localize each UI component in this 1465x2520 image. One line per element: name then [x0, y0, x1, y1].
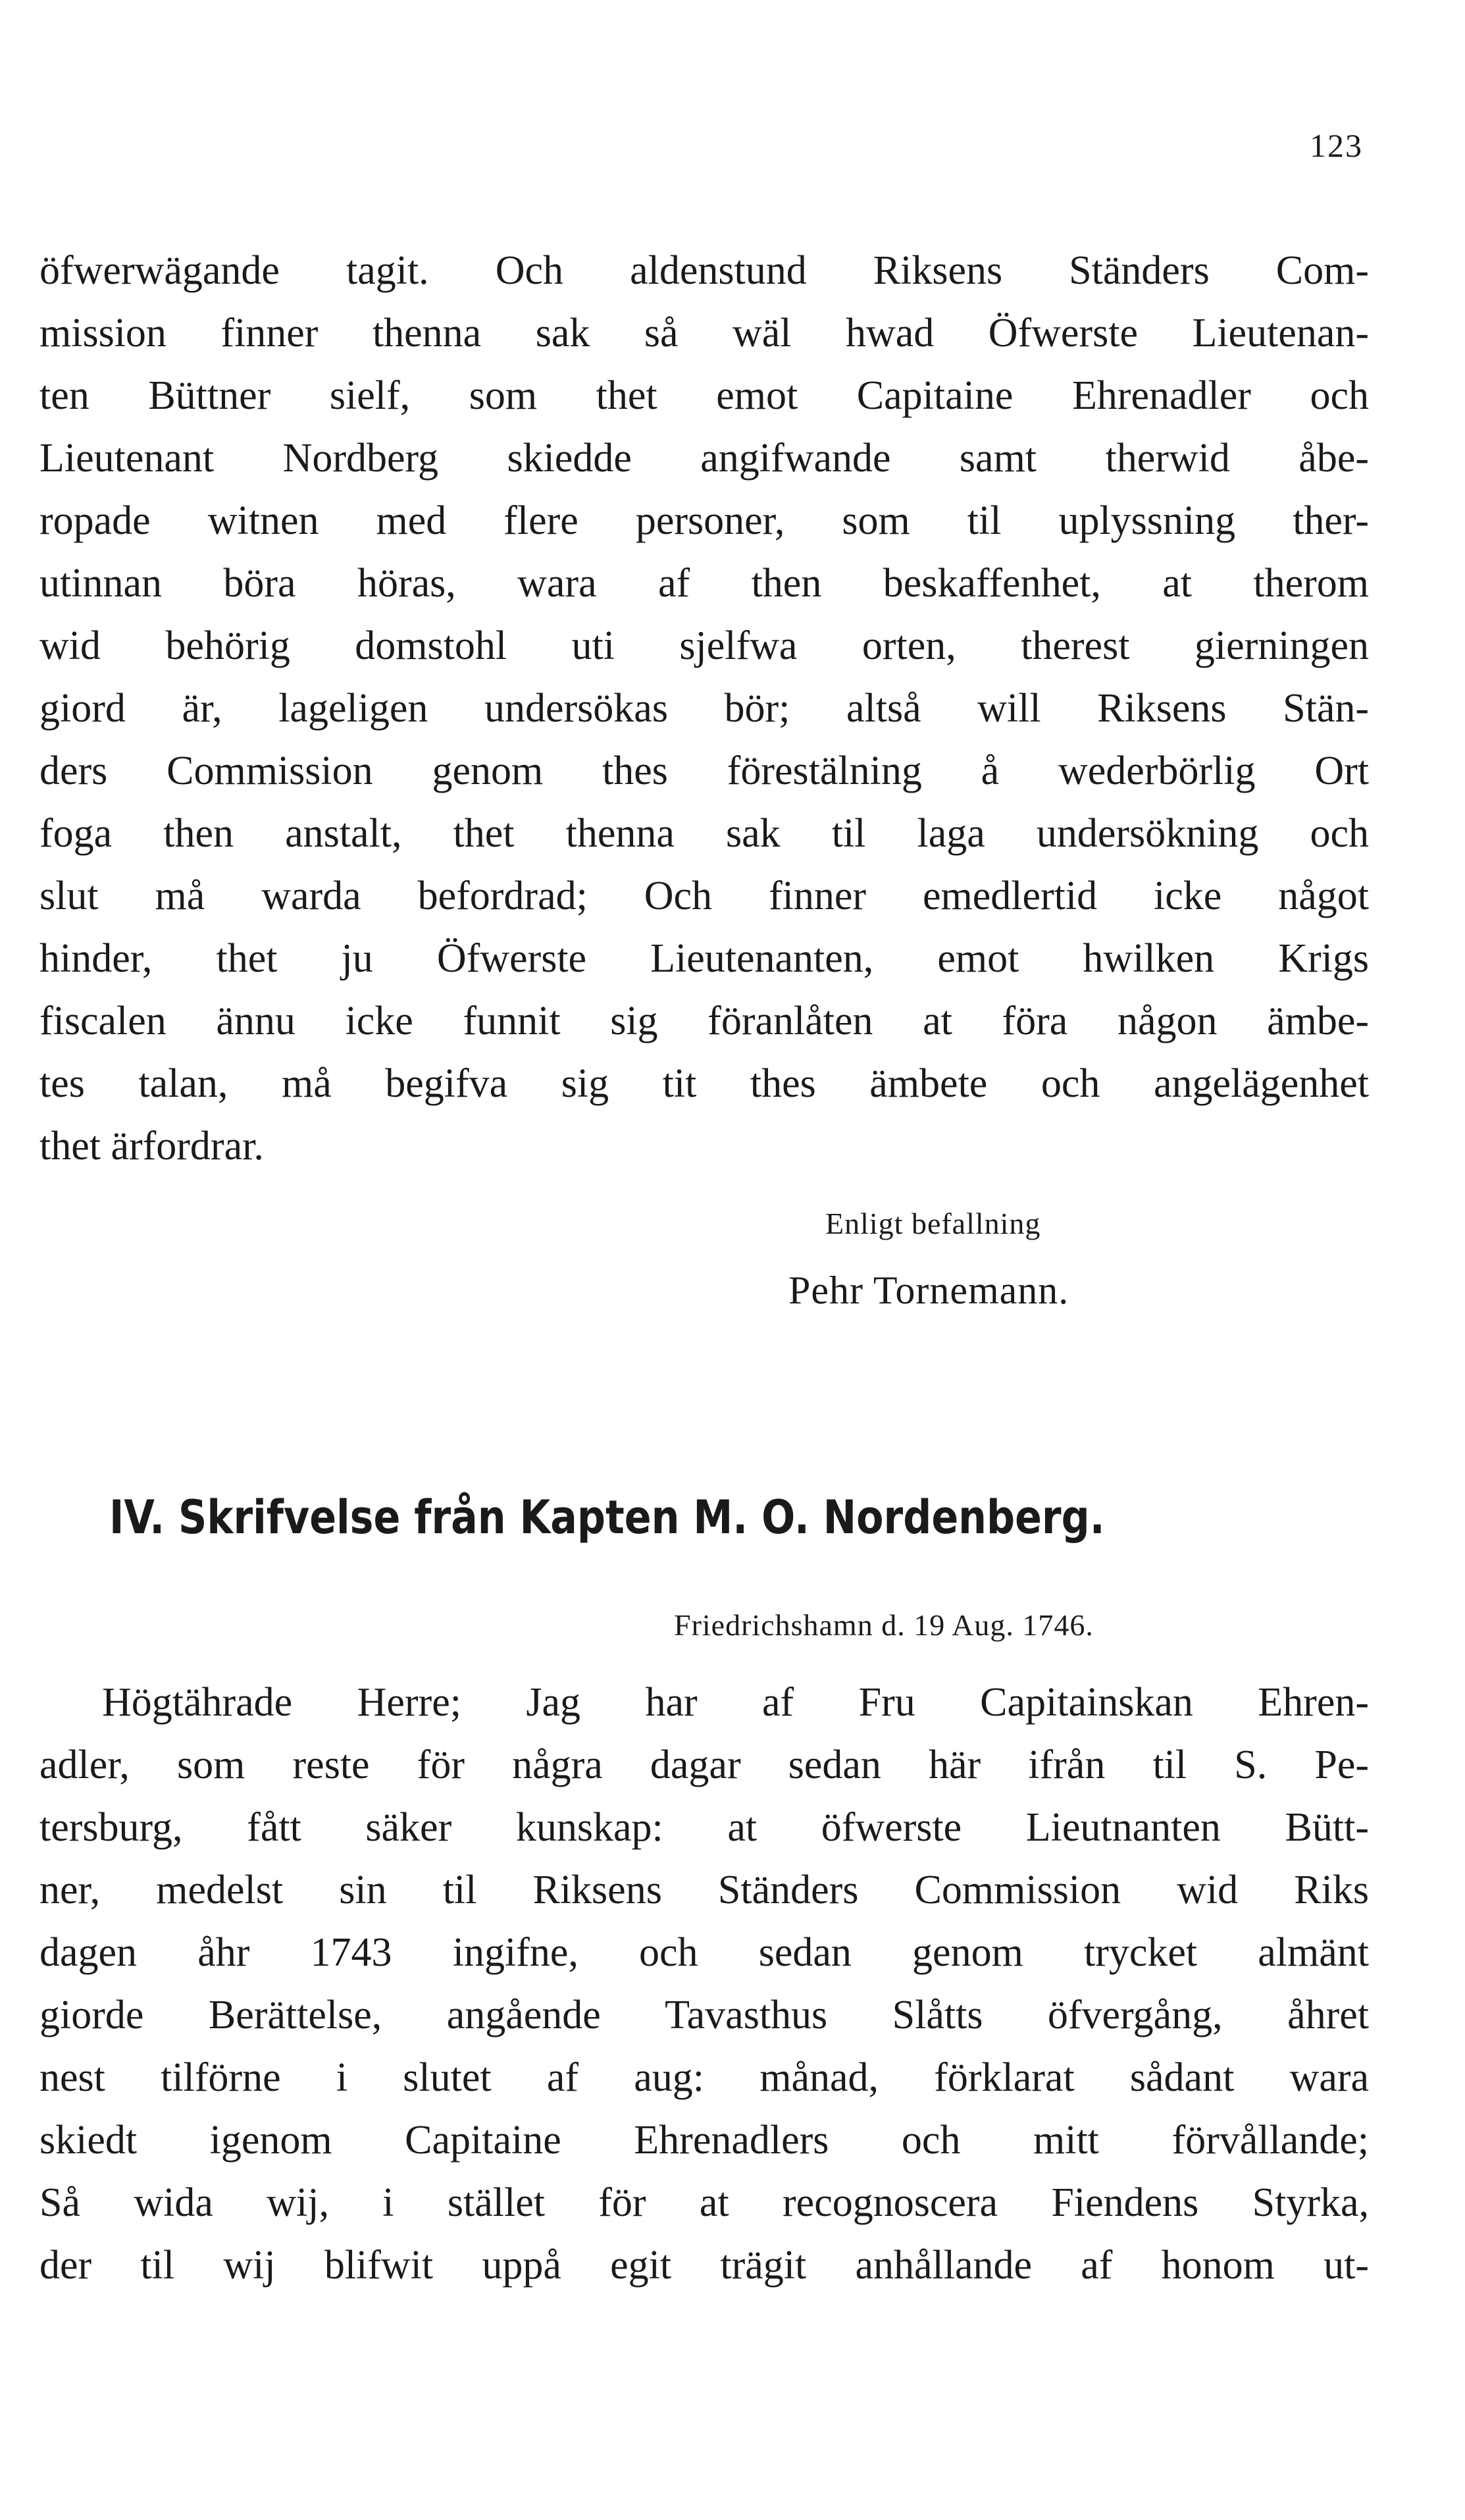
text-line: ders Commission genom thes förestälning å wederbörlig Ort	[39, 748, 1369, 793]
signoff-line-1: Enligt befallning	[825, 1207, 1041, 1240]
text-line: wid behörig domstohl uti sjelfwa orten, therest gierningen	[39, 623, 1369, 668]
text-line: Lieutenant Nordberg skiedde angifwande samt therwid åbe-	[39, 436, 1369, 481]
text-line: hinder, thet ju Öfwerste Lieutenanten, emot hwilken Krigs	[39, 936, 1369, 981]
text-line: fiscalen ännu icke funnit sig föranlåten at föra någon ämbe-	[39, 999, 1369, 1043]
text-line: thet ärfordrar.	[39, 1124, 264, 1168]
text-line: ropade witnen med flere personer, som til uplyssning ther-	[39, 498, 1369, 543]
text-line: tes talan, må begifva sig tit thes ämbete och angelägenhet	[39, 1061, 1369, 1106]
text-line: slut må warda befordrad; Och finner emedlertid icke något	[39, 874, 1369, 918]
text-line: Så wida wij, i stället för at recognoscera Fiendens Styrka,	[39, 2180, 1369, 2225]
text-line: utinnan böra höras, wara af then beskaffenhet, at therom	[39, 561, 1369, 606]
text-line: nest tilförne i slutet af aug: månad, förklarat sådant wara	[39, 2055, 1369, 2100]
section-heading: IV. Skrifvelse från Kapten M. O. Nordenberg.	[109, 1490, 1105, 1544]
text-line: der til wij blifwit uppå egit trägit anhållande af honom ut-	[39, 2243, 1369, 2288]
text-line: skiedt igenom Capitaine Ehrenadlers och mitt förvållande;	[39, 2118, 1369, 2163]
text-line: giorde Berättelse, angående Tavasthus Slåtts öfvergång, åhret	[39, 1993, 1369, 2037]
page-number: 123	[1310, 127, 1363, 164]
text-line: öfwerwägande tagit. Och aldenstund Riksens Ständers Com-	[39, 248, 1369, 293]
text-line: giord är, lageligen undersökas bör; altså will Riksens Stän-	[39, 686, 1369, 731]
text-line: mission finner thenna sak så wäl hwad Öfwerste Lieutenan-	[39, 311, 1369, 355]
text-line: Högtährade Herre; Jag har af Fru Capitainskan Ehren-	[102, 1680, 1369, 1725]
letter-dateline: Friedrichshamn d. 19 Aug. 1746.	[674, 1608, 1094, 1642]
text-line: ten Büttner sielf, som thet emot Capitaine Ehrenadler och	[39, 373, 1369, 418]
text-line: ner, medelst sin til Riksens Ständers Commission wid Riks	[39, 1868, 1369, 1912]
text-line: dagen åhr 1743 ingifne, och sedan genom trycket almänt	[39, 1930, 1369, 1975]
signoff-signature: Pehr Tornemann.	[788, 1269, 1069, 1312]
text-line: adler, som reste för några dagar sedan här ifrån til S. Pe-	[39, 1743, 1369, 1787]
text-line: foga then anstalt, thet thenna sak til laga undersökning och	[39, 811, 1369, 856]
text-line: tersburg, fått säker kunskap: at öfwerste Lieutnanten Bütt-	[39, 1805, 1369, 1850]
